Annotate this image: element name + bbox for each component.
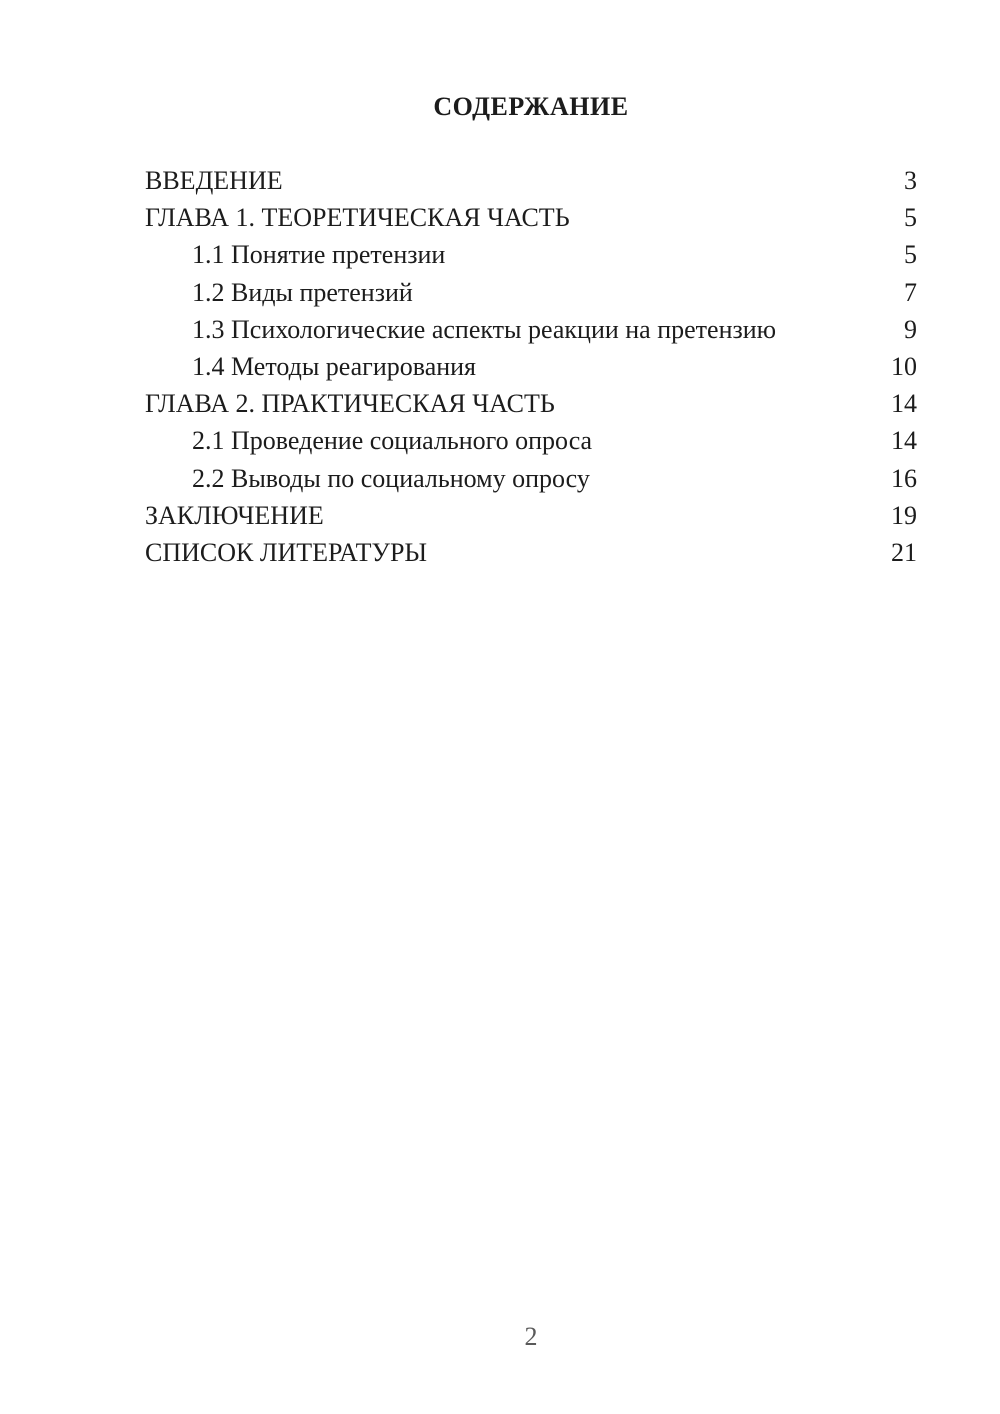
toc-entry-page: 5	[904, 240, 917, 270]
toc-entry-label: 2.2 Выводы по социальному опросу	[192, 463, 590, 493]
toc-entry-label: ГЛАВА 1. ТЕОРЕТИЧЕСКАЯ ЧАСТЬ	[145, 203, 570, 233]
toc-entry-page: 9	[904, 314, 917, 344]
toc-entry	[145, 497, 917, 534]
toc-entry-label: 1.3 Психологические аспекты реакции на претензию	[192, 314, 777, 344]
toc-entry-label: 1.1 Понятие претензии	[192, 240, 446, 270]
toc-entry-page: 14	[891, 426, 917, 456]
toc-entry-page: 21	[891, 537, 917, 567]
toc-entry	[145, 162, 917, 199]
toc-entry-label: 1.4 Методы реагирования	[192, 351, 477, 381]
toc-entry	[145, 199, 917, 236]
toc-entry-label: ГЛАВА 2. ПРАКТИЧЕСКАЯ ЧАСТЬ	[145, 389, 555, 419]
page-title: СОДЕРЖАНИЕ	[433, 92, 629, 121]
toc-entry	[145, 534, 917, 571]
toc-entry	[145, 422, 917, 459]
toc-entry	[145, 311, 917, 348]
toc-entry-page: 3	[904, 166, 917, 195]
toc-entry-page: 7	[904, 277, 917, 307]
toc-entry-label: 2.1 Проведение социального опроса	[192, 426, 593, 456]
toc-entry-page: 14	[891, 389, 917, 419]
toc-entry	[145, 460, 917, 497]
toc-entry-page: 19	[891, 500, 917, 530]
toc-entry-label: СПИСОК ЛИТЕРАТУРЫ	[145, 537, 428, 567]
toc-entry-page: 10	[891, 351, 917, 381]
toc-entry	[145, 236, 917, 273]
toc-entry-page: 16	[891, 463, 917, 493]
footer-page-number: 2	[524, 1322, 538, 1351]
toc-entry-label: 1.2 Виды претензий	[192, 277, 413, 307]
toc-entry-label: ЗАКЛЮЧЕНИЕ	[145, 500, 324, 530]
table-of-contents	[145, 162, 917, 571]
toc-entry-label: ВВЕДЕНИЕ	[145, 166, 283, 195]
toc-entry	[145, 385, 917, 422]
toc-entry	[145, 274, 917, 311]
toc-entry	[145, 348, 917, 385]
toc-entry-page: 5	[904, 203, 917, 233]
